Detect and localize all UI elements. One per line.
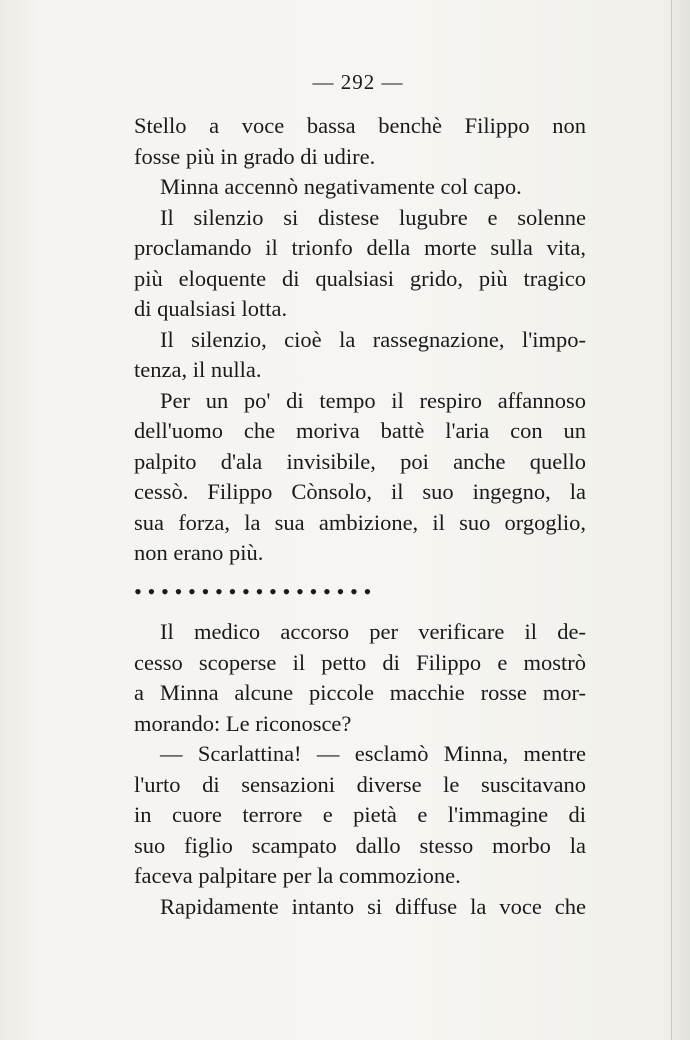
section-separator: • • • • • • • • • • • • • • • • • •: [134, 578, 372, 604]
text-line: morando: Le riconosce?: [134, 710, 352, 736]
text-line: cessò. Filippo Cònsolo, il suo ingegno, la: [134, 479, 586, 504]
page-number: — 292 —: [312, 70, 404, 94]
text-line: l'urto di sensazioni diverse le suscitavano: [134, 771, 586, 797]
text-line: Il medico accorso per verificare il de-: [160, 619, 586, 644]
text-line: Il silenzio si distese lugubre e solenne: [160, 204, 586, 230]
paragraph: [134, 892, 586, 923]
text-line: Minna accennò negativamente col capo.: [160, 174, 522, 199]
text-line: palpito d'ala invisibile, poi anche quello: [134, 448, 586, 474]
text-line: fosse più in grado di udire.: [134, 143, 376, 169]
text-line: — Scarlattina! — esclamò Minna, mentre: [160, 741, 586, 766]
text-line: Stello a voce bassa benchè Filippo non: [134, 113, 586, 138]
text-line: di qualsiasi lotta.: [134, 296, 288, 321]
text-line: più eloquente di qualsiasi grido, più tragico: [134, 265, 586, 291]
text-line: tenza, il nulla.: [134, 357, 262, 382]
body-text: [134, 111, 586, 922]
page-edge: [671, 0, 672, 1040]
text-line: non erano più.: [134, 540, 264, 565]
text-line: sua forza, la sua ambizione, il suo orgoglio,: [134, 509, 586, 535]
paragraph: [134, 203, 586, 325]
text-line: Per un po' di tempo il respiro affannoso: [160, 387, 586, 413]
paragraph: [134, 325, 586, 386]
text-line: Il silenzio, cioè la rassegnazione, l'impo-: [160, 326, 586, 352]
text-line: suo figlio scampato dallo stesso morbo la: [134, 832, 586, 858]
text-line: a Minna alcune piccole macchie rosse mor-: [134, 680, 586, 705]
paragraph: [134, 617, 586, 739]
text-line: proclamando il trionfo della morte sulla vita,: [134, 235, 586, 260]
text-line: cesso scoperse il petto di Filippo e mostrò: [134, 649, 586, 675]
text-line: faceva palpitare per la commozione.: [134, 863, 461, 888]
paragraph: [134, 739, 586, 892]
paragraph: [134, 386, 586, 569]
paragraph: [134, 172, 586, 203]
text-line: dell'uomo che moriva battè l'aria con un: [134, 418, 586, 443]
paragraph: [134, 111, 586, 172]
text-line: in cuore terrore e pietà e l'immagine di: [134, 802, 586, 827]
text-line: Rapidamente intanto si diffuse la voce che: [160, 893, 586, 919]
